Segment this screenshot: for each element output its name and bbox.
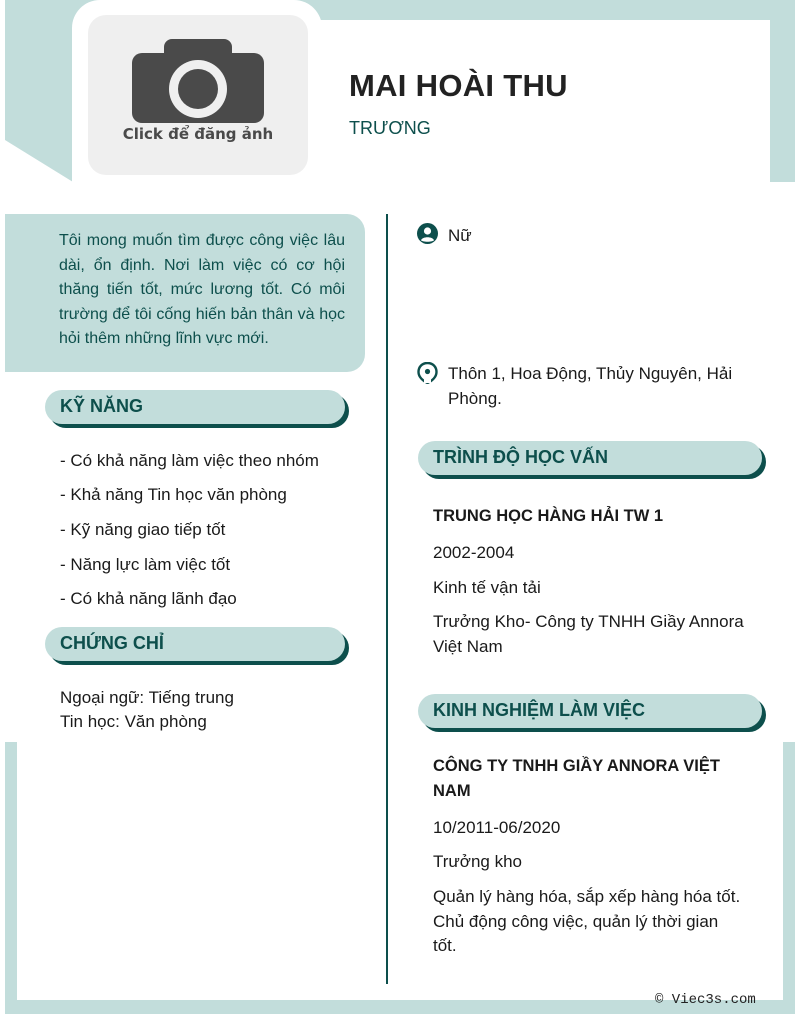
candidate-title: TRƯƠNG [349, 118, 431, 138]
corner-decoration [5, 140, 73, 182]
objective-box [5, 214, 365, 372]
experience-heading-text: KINH NGHIỆM LÀM VIỆC [433, 700, 646, 720]
experience-description-line-2: Chủ động công việc, quản lý thời gian [433, 912, 719, 931]
certificates-heading-text: CHỨNG CHỈ [60, 633, 164, 653]
education-note-line-2: Việt Nam [433, 637, 503, 656]
skill-item: - Khả năng Tin học văn phòng [60, 485, 287, 504]
skills-heading [45, 390, 345, 424]
photo-upload-label: Click để đăng ảnh [122, 125, 274, 143]
education-note-line-1: Trưởng Kho- Công ty TNHH Giầy Annora [433, 612, 744, 631]
column-divider [386, 214, 388, 984]
camera-icon [132, 39, 264, 123]
experience-period: 10/2011-06/2020 [433, 818, 561, 837]
certificates-heading [45, 627, 345, 661]
photo-upload[interactable] [88, 15, 308, 175]
education-period: 2002-2004 [433, 543, 515, 562]
skill-item: - Có khả năng lãnh đạo [60, 589, 237, 608]
location-icon [417, 362, 438, 384]
certificate-item: Tin học: Văn phòng [60, 712, 207, 731]
footer-watermark: © Viec3s.com [655, 992, 756, 1008]
objective-text: Tôi mong muốn tìm được công việc lâu dài, ổn định. Nơi làm việc có cơ hội thăng tiến tốt, mức lương tốt. Có môi trường để tôi cống hiến bản thân và học hỏi thêm những lĩnh vực mới. [59, 232, 345, 347]
address-line-1: Thôn 1, Hoa Động, Thủy Nguyên, Hải [448, 364, 733, 383]
skills-heading-text: KỸ NĂNG [60, 396, 144, 416]
skill-item: - Có khả năng làm việc theo nhóm [60, 451, 319, 470]
user-circle-icon [417, 223, 438, 244]
gender-value: Nữ [448, 226, 472, 245]
experience-description-line-1: Quản lý hàng hóa, sắp xếp hàng hóa tốt. [433, 887, 741, 906]
experience-position: Trưởng kho [433, 852, 522, 871]
education-heading-text: TRÌNH ĐỘ HỌC VẤN [433, 447, 608, 467]
experience-heading [418, 694, 762, 728]
experience-company-line-1: CÔNG TY TNHH GIẦY ANNORA VIỆT [433, 757, 720, 775]
skill-item: - Năng lực làm việc tốt [60, 555, 231, 574]
footer-white-panel [17, 742, 783, 1000]
certificate-item: Ngoại ngữ: Tiếng trung [60, 688, 234, 707]
experience-description-line-3: tốt. [433, 936, 457, 955]
experience-company-line-2: NAM [433, 782, 471, 800]
header-white-panel [320, 20, 770, 190]
address-line-2: Phòng. [448, 389, 502, 408]
education-school: TRUNG HỌC HÀNG HẢI TW 1 [433, 507, 664, 525]
education-major: Kinh tế vận tải [433, 578, 541, 597]
candidate-name: MAI HOÀI THU [349, 68, 568, 103]
skill-item: - Kỹ năng giao tiếp tốt [60, 520, 226, 539]
education-heading [418, 441, 762, 475]
